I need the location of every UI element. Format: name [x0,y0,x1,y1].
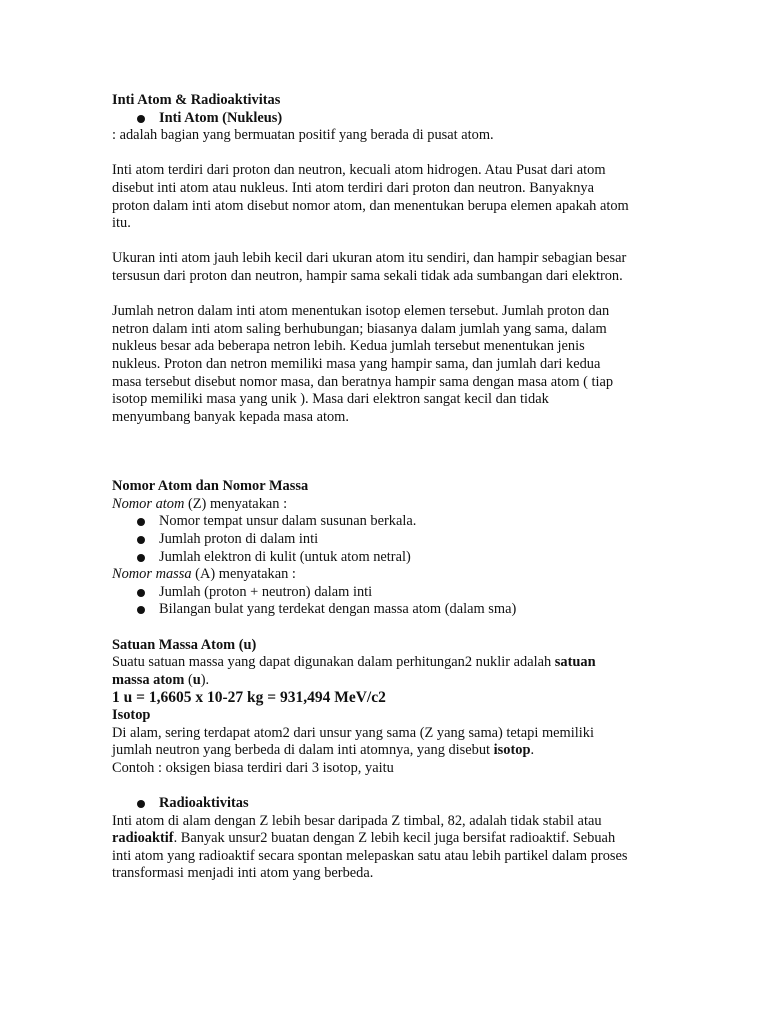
bullet-icon [137,115,145,123]
term-nomor-atom: Nomor atom [112,495,185,512]
paragraph-line: disebut inti atom atau nukleus. Inti atom terdiri dari proton dan neutron. Banyaknya [112,179,594,196]
paragraph-line: Contoh : oksigen biasa terdiri dari 3 isotop, yaitu [112,759,394,776]
bold-run: radioaktif [112,830,174,847]
paragraph-line [112,672,672,690]
paragraph-line: menyumbang banyak kepada masa atom. [112,408,349,425]
bold-run: isotop [493,742,531,759]
paragraph-line: Di alam, sering terdapat atom2 dari unsur yang sama (Z yang sama) tetapi memiliki [112,724,594,741]
paragraph-line: nukleus besar ada beberapa netron lebih. Kedua jumlah tersebut menentukan jenis [112,338,585,355]
nomor-atom-line [112,496,672,514]
section-heading-nomor: Nomor Atom dan Nomor Massa [112,478,309,495]
paragraph-line: Jumlah netron dalam inti atom menentukan isotop elemen tersebut. Jumlah proton dan [112,303,610,320]
term-rest: (A) menyatakan : [191,566,296,583]
list-item-text: Jumlah elektron di kulit (untuk atom netral) [159,548,411,565]
list-item-text: Jumlah (proton + neutron) dalam inti [159,583,373,600]
bullet-icon [137,554,145,562]
bullet-icon [137,800,145,808]
text-run: . [530,742,535,759]
paragraph-line: itu. [112,215,131,232]
bullet-icon [137,589,145,597]
term-rest: (Z) menyatakan : [184,495,288,512]
paragraph-line: proton dalam inti atom disebut nomor atom, dan menentukan berupa elemen apakah atom [112,197,629,214]
text-run: ( [184,671,193,688]
paragraph-line: Inti atom terdiri dari proton dan neutron, kecuali atom hidrogen. Atau Pusat dari atom [112,162,606,179]
list-item-text: Bilangan bulat yang terdekat dengan massa atom (dalam sma) [159,601,517,618]
section-heading-label: Inti Atom (Nukleus) [159,109,283,126]
definition-line: : adalah bagian yang bermuatan positif yang berada di pusat atom. [112,127,494,144]
formula-line: 1 u = 1,6605 x 10-27 kg = 931,494 MeV/c2 [112,689,386,707]
text-run: . Banyak unsur2 buatan dengan Z lebih kecil juga bersifat radioaktif. Sebuah [173,830,616,847]
paragraph-line [112,830,672,848]
nomor-massa-line [112,566,672,584]
paragraph-line: Ukuran inti atom jauh lebih kecil dari ukuran atom itu sendiri, dan hampir sebagian besar [112,250,627,267]
term-nomor-massa: Nomor massa [112,566,192,583]
list-item [112,549,672,567]
list-item [112,601,672,619]
bold-run: massa atom [112,671,185,688]
list-item [112,513,672,531]
paragraph-line: inti atom yang radioaktif secara spontan melepaskan satu atau lebih partikel dalam proses [112,847,628,864]
document-title: Inti Atom & Radioaktivitas [112,92,281,108]
bold-run: satuan [554,654,596,671]
subheading-isotop: Isotop [112,707,151,723]
list-item [112,584,672,602]
section-heading-radioaktivitas [112,795,672,813]
document-body [112,92,672,883]
section-heading-satuan: Satuan Massa Atom (u) [112,636,257,653]
paragraph-line: isotop memiliki masa yang unik ). Masa dari elektron sangat kecil dan tidak [112,391,549,408]
paragraph-line: tersusun dari proton dan neutron, hampir sama sekali tidak ada sumbangan dari elektron. [112,267,623,284]
bold-run: u [192,671,201,688]
section-heading-inti-atom [112,110,672,128]
list-item [112,531,672,549]
bullet-icon [137,606,145,614]
paragraph-line: Inti atom di alam dengan Z lebih besar daripada Z timbal, 82, adalah tidak stabil atau [112,812,602,829]
bullet-icon [137,518,145,526]
list-item-text: Nomor tempat unsur dalam susunan berkala. [159,513,417,530]
paragraph-line: masa tersebut disebut nomor masa, dan beratnya hampir sama dengan masa atom ( tiap [112,373,614,390]
bullet-icon [137,536,145,544]
paragraph-line: netron dalam inti atom saling berhubungan; biasanya dalam jumlah yang sama, dalam [112,320,607,337]
text-run: Suatu satuan massa yang dapat digunakan dalam perhitungan2 nuklir adalah [112,654,555,671]
paragraph-line: transformasi menjadi inti atom yang berbeda. [112,865,374,882]
paragraph-line [112,742,672,760]
list-item-text: Jumlah proton di dalam inti [159,531,319,548]
section-heading-label: Radioaktivitas [159,794,249,811]
text-run: jumlah neutron yang berbeda di dalam inti atomnya, yang disebut [112,742,494,759]
paragraph-line [112,654,672,672]
text-run: ). [200,671,210,688]
paragraph-line: nukleus. Proton dan netron memiliki masa yang hampir sama, dan jumlah dari kedua [112,355,601,372]
